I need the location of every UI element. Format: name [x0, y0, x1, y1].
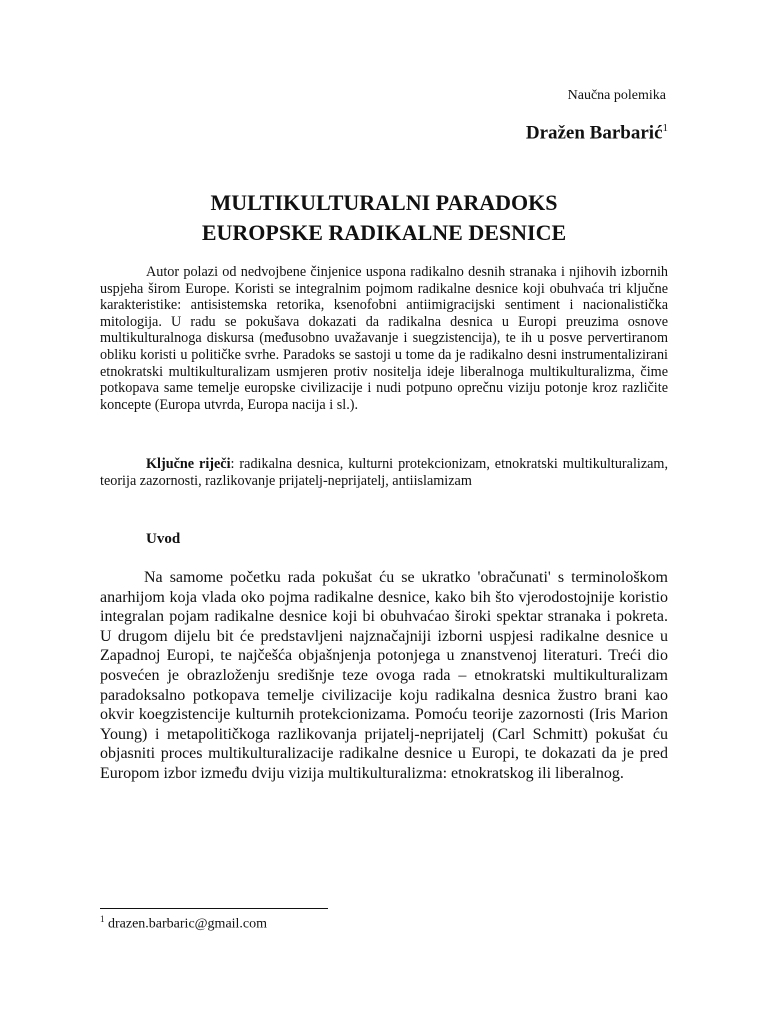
abstract-text: Autor polazi od nedvojbene činjenice uspona radikalno desnih stranaka i njihovih izbornih uspjeha širom Europe. Koristi se integralnim pojmom radikalne desnice koji obuhvaća tri ključne karakteristike: antisistemska retorika, ksenofobni antiimigracijski sentiment i nacionalistička mitologija. U radu se pokušava dokazati da radikalna desnica u Europi preuzima osnove multikulturalnoga diskursa (međusobno uvažavanje i suegzistencija), te ih u posve pervertiranom obliku koristi u političke svrhe. Paradoks se sastoji u tome da je radikalno desni instrumentalizirani etnokratski multikulturalizam usmjeren protiv nositelja ideje liberalnoga multikulturalizma, čime potkopava same temelje europske civilizacije i nudi potpuno oprečnu viziju potonje kroz različite koncepte (Europa utvrda, Europa nacija i sl.). [100, 264, 668, 413]
keywords-separator: : [230, 456, 235, 472]
author-footnote-mark: 1 [662, 122, 668, 134]
section-heading-intro: Uvod [146, 531, 181, 547]
footnote-email: drazen.barbaric@gmail.com [108, 916, 268, 932]
title-line-2: EUROPSKE RADIKALNE DESNICE [201, 220, 567, 245]
author-name: Dražen Barbarić [525, 122, 663, 144]
footnote [100, 914, 267, 933]
author-name-line [526, 122, 668, 144]
abstract [100, 264, 668, 413]
title-line-1: MULTIKULTURALNI PARADOKS [210, 190, 558, 215]
intro-paragraph: Na samome početku rada pokušat ću se ukratko 'obračunati' s terminološkom anarhijom koja vlada oko pojma radikalne desnice, kako bih što vjerodostojnije koristio integralan pojam radikalne desnice koji bi obuhvaćao široki spektar stranaka i pokreta. U drugom dijelu bit će predstavljeni najznačajniji izborni uspjesi radikalne desnice u Zapadnoj Europi, te najčešća objašnjenja potonjega u znanstvenoj literaturi. Treći dio posvećen je obrazloženju središnje teze ovoga rada – etnokratski multikulturalizam paradoksalno potkopava temelje civilizacije koju radikalna desnica žustro brani kao okvir koegzistencije kulturnih protekcionizama. Pomoću teorije zazornosti (Iris Marion Young) i metapolitičkoga razlikovanja prijatelj-neprijatelj (Carl Schmitt) pokušat ću objasniti proces multikulturalizacije radikalne desnice u Europi, te dokazati da je pred Europom izbor između dviju vizija multikulturalizma: etnokratskog ili liberalnog. [100, 569, 668, 782]
intro-body [100, 568, 668, 784]
article-category: Naučna polemika [567, 88, 666, 103]
keywords-paragraph [100, 456, 668, 489]
footnote-mark: 1 [100, 914, 105, 924]
keywords-label: Ključne riječi [146, 456, 231, 472]
article-title [100, 188, 668, 248]
keywords-text: radikalna desnica, kulturni protekcionizam, etnokratski multikulturalizam, teorija zazornosti, razlikovanje prijatelj-neprijatelj, antiislamizam [100, 456, 669, 489]
footnote-divider [100, 908, 328, 909]
